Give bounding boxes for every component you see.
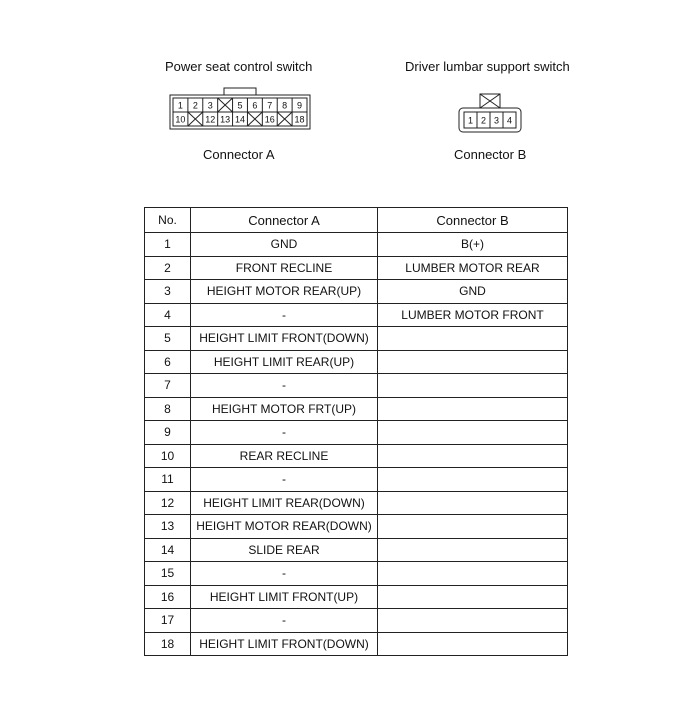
pin-number-cell: 7 bbox=[145, 374, 191, 398]
connector-a-cell: HEIGHT LIMIT FRONT(DOWN) bbox=[191, 632, 378, 656]
pin-number-cell: 17 bbox=[145, 609, 191, 633]
header-connector-b: Connector B bbox=[378, 208, 568, 233]
table-row bbox=[145, 303, 568, 327]
pin-number-cell: 5 bbox=[145, 327, 191, 351]
connector-a-cell: HEIGHT MOTOR REAR(UP) bbox=[191, 280, 378, 304]
connector-a-pin-label: 2 bbox=[192, 100, 198, 111]
pin-number-cell: 18 bbox=[145, 632, 191, 656]
connector-a-pin-label: 1 bbox=[177, 100, 183, 111]
table-row bbox=[145, 374, 568, 398]
table-row bbox=[145, 562, 568, 586]
connector-a-pin-label: 10 bbox=[175, 114, 186, 125]
connector-a-pin-label: 12 bbox=[205, 114, 216, 125]
connector-b-cell: GND bbox=[378, 280, 568, 304]
connector-b-cell bbox=[378, 632, 568, 656]
connector-b-caption: Connector B bbox=[454, 147, 527, 162]
connector-a-cell: HEIGHT MOTOR FRT(UP) bbox=[191, 397, 378, 421]
connector-b-cell bbox=[378, 585, 568, 609]
connector-a-pin-label: 6 bbox=[252, 100, 258, 111]
connector-b-diagram bbox=[456, 92, 526, 134]
pin-number-cell: 3 bbox=[145, 280, 191, 304]
connector-b-cell bbox=[378, 468, 568, 492]
connector-a-cell: - bbox=[191, 421, 378, 445]
connector-a-cell: FRONT RECLINE bbox=[191, 256, 378, 280]
table-row bbox=[145, 632, 568, 656]
connector-a-cell: - bbox=[191, 468, 378, 492]
connector-b-cell bbox=[378, 444, 568, 468]
table-row bbox=[145, 280, 568, 304]
connector-a-pin-label: 14 bbox=[234, 114, 246, 125]
table-row bbox=[145, 233, 568, 257]
connector-b-cell bbox=[378, 327, 568, 351]
connector-b-cell bbox=[378, 491, 568, 515]
connector-a-pin-label: 5 bbox=[237, 100, 243, 111]
connector-a-title: Power seat control switch bbox=[165, 59, 313, 74]
connector-b-cell bbox=[378, 562, 568, 586]
connector-a-cell: - bbox=[191, 609, 378, 633]
table-header-row bbox=[145, 208, 568, 233]
pin-number-cell: 10 bbox=[145, 444, 191, 468]
connector-b-cell bbox=[378, 538, 568, 562]
connector-b-cell bbox=[378, 350, 568, 374]
pin-number-cell: 4 bbox=[145, 303, 191, 327]
connector-a-cell: HEIGHT LIMIT FRONT(UP) bbox=[191, 585, 378, 609]
pin-number-cell: 12 bbox=[145, 491, 191, 515]
connector-a-cell: SLIDE REAR bbox=[191, 538, 378, 562]
table-row bbox=[145, 421, 568, 445]
connector-a-pin-label: 13 bbox=[220, 114, 231, 125]
connector-a-cell: HEIGHT LIMIT FRONT(DOWN) bbox=[191, 327, 378, 351]
connector-b-pin-label: 2 bbox=[480, 115, 487, 126]
table-row bbox=[145, 327, 568, 351]
connector-b-cell: B(+) bbox=[378, 233, 568, 257]
pin-number-cell: 16 bbox=[145, 585, 191, 609]
table-row bbox=[145, 444, 568, 468]
connector-a-cell: - bbox=[191, 303, 378, 327]
connector-b-cell: LUMBER MOTOR FRONT bbox=[378, 303, 568, 327]
connector-a-pin-label: 18 bbox=[294, 114, 305, 125]
connector-a-pin-label: 16 bbox=[264, 114, 275, 125]
table-row bbox=[145, 468, 568, 492]
table-row bbox=[145, 350, 568, 374]
table-row bbox=[145, 397, 568, 421]
pin-number-cell: 11 bbox=[145, 468, 191, 492]
connector-b-cell: LUMBER MOTOR REAR bbox=[378, 256, 568, 280]
table-row bbox=[145, 609, 568, 633]
connector-a-caption: Connector A bbox=[203, 147, 275, 162]
connector-a-cell: - bbox=[191, 562, 378, 586]
pin-number-cell: 15 bbox=[145, 562, 191, 586]
connector-b-cell bbox=[378, 609, 568, 633]
connector-b-title: Driver lumbar support switch bbox=[405, 59, 570, 74]
connector-b-cell bbox=[378, 421, 568, 445]
table-row bbox=[145, 256, 568, 280]
connector-a-cell: REAR RECLINE bbox=[191, 444, 378, 468]
connector-a-cell: HEIGHT LIMIT REAR(UP) bbox=[191, 350, 378, 374]
connector-a-cell: - bbox=[191, 374, 378, 398]
connector-a-diagram bbox=[168, 86, 312, 132]
header-no: No. bbox=[145, 208, 191, 233]
connector-b-pin-label: 1 bbox=[467, 115, 474, 126]
connector-b-cell bbox=[378, 397, 568, 421]
connector-b-pin-label: 3 bbox=[493, 115, 500, 126]
connector-a-pin-label: 8 bbox=[282, 100, 288, 111]
pin-number-cell: 6 bbox=[145, 350, 191, 374]
connector-a-pin-label: 7 bbox=[267, 100, 273, 111]
pin-number-cell: 8 bbox=[145, 397, 191, 421]
connector-a-cell: GND bbox=[191, 233, 378, 257]
connector-a-pin-label: 9 bbox=[297, 100, 303, 111]
header-connector-a: Connector A bbox=[191, 208, 378, 233]
connector-b-pin-label: 4 bbox=[506, 115, 513, 126]
connector-a-latch bbox=[224, 88, 256, 95]
table-row bbox=[145, 515, 568, 539]
connector-a-pin-label: 3 bbox=[207, 100, 213, 111]
pin-table bbox=[144, 207, 568, 656]
table-row bbox=[145, 491, 568, 515]
connector-a-cell: HEIGHT LIMIT REAR(DOWN) bbox=[191, 491, 378, 515]
table-row bbox=[145, 585, 568, 609]
pin-number-cell: 9 bbox=[145, 421, 191, 445]
pin-number-cell: 13 bbox=[145, 515, 191, 539]
connector-a-cell: HEIGHT MOTOR REAR(DOWN) bbox=[191, 515, 378, 539]
pin-number-cell: 14 bbox=[145, 538, 191, 562]
connector-b-cell bbox=[378, 374, 568, 398]
pin-number-cell: 1 bbox=[145, 233, 191, 257]
connector-b-cell bbox=[378, 515, 568, 539]
table-row bbox=[145, 538, 568, 562]
pin-number-cell: 2 bbox=[145, 256, 191, 280]
